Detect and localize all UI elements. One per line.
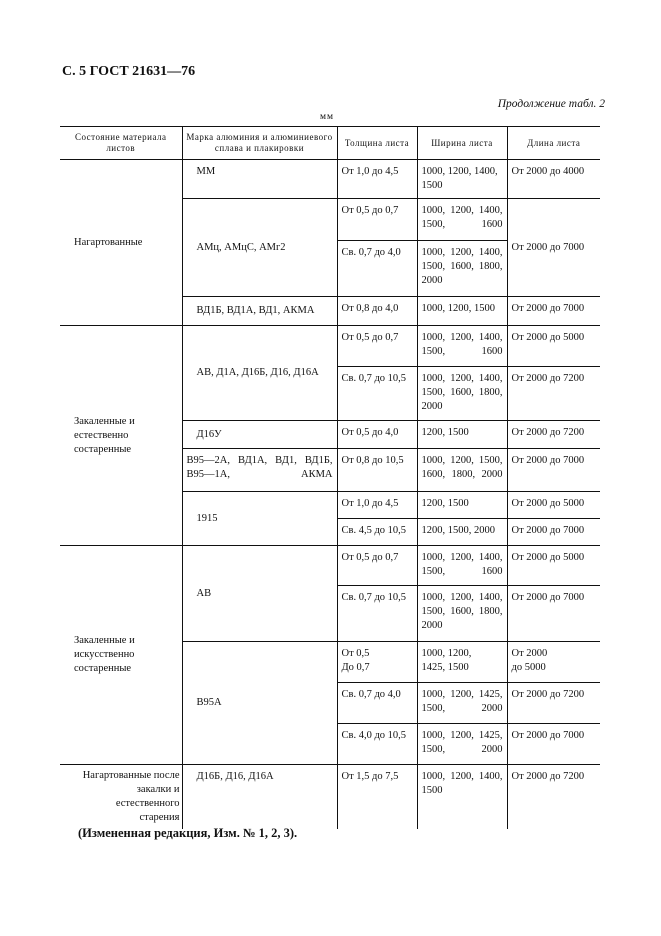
length-cell: От 2000 до 7000 xyxy=(507,724,600,765)
grade-cell: АВ, Д1А, Д16Б, Д16, Д16А xyxy=(182,326,337,421)
grade-cell: ВД1Б, ВД1А, ВД1, АКМА xyxy=(182,297,337,326)
length-cell: От 2000 до 5000 xyxy=(507,326,600,367)
thickness-cell xyxy=(337,642,417,683)
width-cell: 1000, 1200, 1500, 1600, 1800, 2000 xyxy=(417,449,507,492)
col-header-thickness: Толщина листа xyxy=(337,127,417,160)
width-cell: 1200, 1500 xyxy=(417,421,507,449)
width-cell xyxy=(417,642,507,683)
grade-cell: Д16У xyxy=(182,421,337,449)
width-cell: 1000, 1200, 1400, 1500, 1600 xyxy=(417,546,507,586)
width-cell: 1000, 1200, 1400, 1500, 1600 xyxy=(417,199,507,241)
grade-cell: АВ xyxy=(182,546,337,642)
length-cell: От 2000 до 7000 xyxy=(507,449,600,492)
width-cell: 1000, 1200, 1425, 1500, 2000 xyxy=(417,683,507,724)
col-header-grade: Марка алюминия и алюминиевого сплава и плакировки xyxy=(182,127,337,160)
table-row xyxy=(60,326,600,367)
length-cell: От 2000 до 7000 xyxy=(507,199,600,297)
col-header-state: Состояние материала листов xyxy=(60,127,182,160)
table-row xyxy=(60,546,600,586)
state-cell: Нагартованные xyxy=(60,160,182,326)
page-header: С. 5 ГОСТ 21631—76 xyxy=(62,64,196,79)
thickness-cell: Св. 0,7 до 4,0 xyxy=(337,683,417,724)
thickness-cell: Св. 0,7 до 4,0 xyxy=(337,241,417,297)
col-header-width: Ширина листа xyxy=(417,127,507,160)
thickness-cell: Св. 0,7 до 10,5 xyxy=(337,586,417,642)
length-cell: От 2000 до 7000 xyxy=(507,519,600,546)
units-label: мм xyxy=(320,112,335,122)
width-cell: 1000, 1200, 1400, 1500 xyxy=(417,160,507,199)
amendment-note: (Измененная редакция, Изм. № 1, 2, 3). xyxy=(78,826,298,840)
thickness-cell: От 0,5 до 0,7 xyxy=(337,546,417,586)
table-header-row xyxy=(60,127,600,160)
thickness-cell: Св. 4,5 до 10,5 xyxy=(337,519,417,546)
table-row xyxy=(60,765,600,830)
table-continuation-note: Продолжение табл. 2 xyxy=(497,98,605,110)
sheet-dimensions-table xyxy=(60,126,600,829)
length-cell: От 2000 до 7000 xyxy=(507,297,600,326)
width-line: 1425, 1500 xyxy=(421,662,469,673)
length-cell: От 2000 до 4000 xyxy=(507,160,600,199)
length-line: до 5000 xyxy=(511,662,546,673)
width-cell: 1000, 1200, 1500 xyxy=(417,297,507,326)
width-cell: 1200, 1500 xyxy=(417,492,507,519)
grade-cell: АМц, АМцС, АМг2 xyxy=(182,199,337,297)
thickness-cell: От 1,5 до 7,5 xyxy=(337,765,417,830)
thickness-cell: От 1,0 до 4,5 xyxy=(337,492,417,519)
width-cell: 1000, 1200, 1400, 1500, 1600, 1800, 2000 xyxy=(417,586,507,642)
length-line: От 2000 xyxy=(511,648,548,659)
thickness-line: От 0,5 xyxy=(341,648,370,659)
thickness-line: До 0,7 xyxy=(341,662,370,673)
thickness-cell: От 0,8 до 4,0 xyxy=(337,297,417,326)
length-cell: От 2000 до 5000 xyxy=(507,546,600,586)
thickness-cell: От 0,5 до 0,7 xyxy=(337,326,417,367)
length-cell: От 2000 до 7000 xyxy=(507,586,600,642)
width-cell: 1200, 1500, 2000 xyxy=(417,519,507,546)
grade-cell: Д16Б, Д16, Д16А xyxy=(182,765,337,830)
length-cell: От 2000 до 7200 xyxy=(507,421,600,449)
grade-cell: В95—2А, ВД1А, ВД1, ВД1Б, В95—1А, АКМА xyxy=(182,449,337,492)
grade-cell: ММ xyxy=(182,160,337,199)
grade-cell: В95А xyxy=(182,642,337,765)
length-cell: От 2000 до 7200 xyxy=(507,367,600,421)
width-cell: 1000, 1200, 1400, 1500, 1600, 1800, 2000 xyxy=(417,241,507,297)
thickness-cell: Св. 4,0 до 10,5 xyxy=(337,724,417,765)
length-cell: От 2000 до 5000 xyxy=(507,492,600,519)
width-cell: 1000, 1200, 1400, 1500, 1600 xyxy=(417,326,507,367)
state-cell: Закаленные и искусственно состаренные xyxy=(60,546,182,765)
thickness-cell: От 0,8 до 10,5 xyxy=(337,449,417,492)
width-cell: 1000, 1200, 1425, 1500, 2000 xyxy=(417,724,507,765)
thickness-cell: От 0,5 до 4,0 xyxy=(337,421,417,449)
width-line: 1000, 1200, xyxy=(421,648,472,659)
thickness-cell: Св. 0,7 до 10,5 xyxy=(337,367,417,421)
state-cell: Нагартованные после закалки и естественного старения xyxy=(82,770,180,823)
thickness-cell: От 1,0 до 4,5 xyxy=(337,160,417,199)
table-row xyxy=(60,160,600,199)
width-cell: 1000, 1200, 1400, 1500, 1600, 1800, 2000 xyxy=(417,367,507,421)
length-cell: От 2000 до 7200 xyxy=(507,683,600,724)
length-cell xyxy=(507,642,600,683)
thickness-cell: От 0,5 до 0,7 xyxy=(337,199,417,241)
width-cell: 1000, 1200, 1400, 1500 xyxy=(417,765,507,830)
col-header-length: Длина листа xyxy=(507,127,600,160)
grade-cell: 1915 xyxy=(182,492,337,546)
length-cell: От 2000 до 7200 xyxy=(507,765,600,830)
state-cell: Закаленные и естественно состаренные xyxy=(60,326,182,546)
